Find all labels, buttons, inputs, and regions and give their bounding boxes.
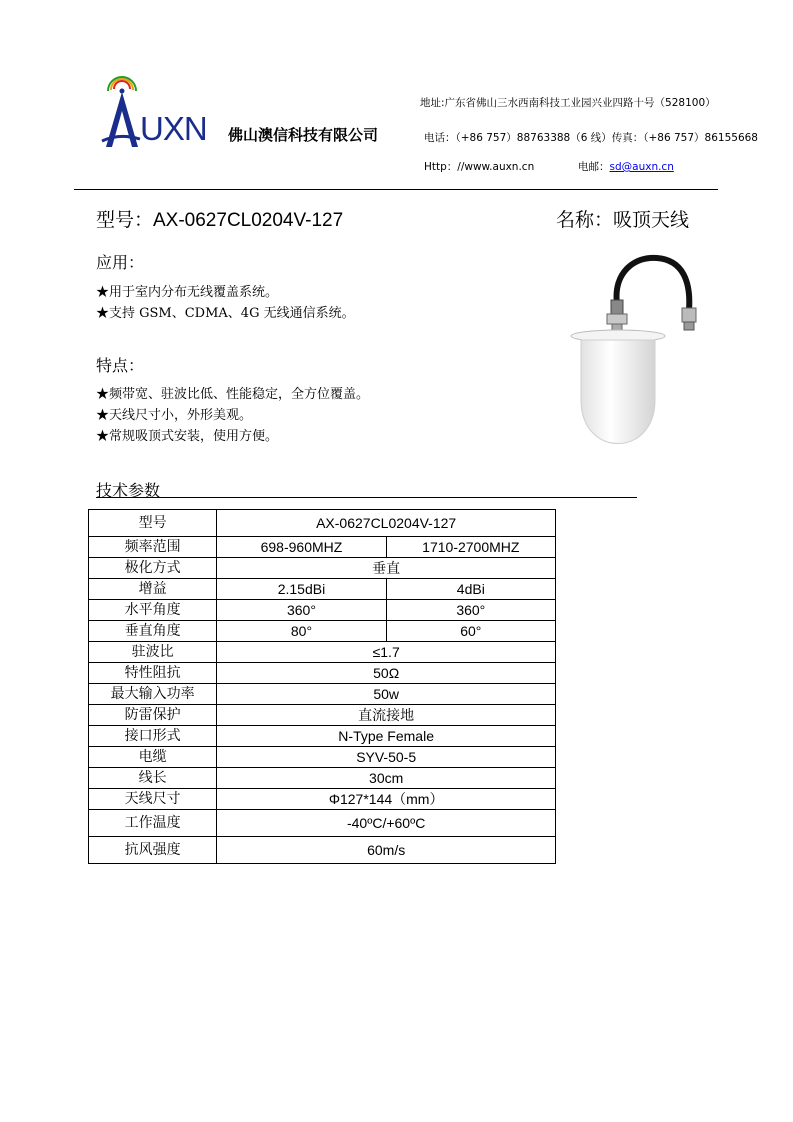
header-divider <box>74 189 718 190</box>
spec-value: 4dBi <box>386 579 555 600</box>
antenna-product-image <box>565 252 725 457</box>
company-name: 佛山澳信科技有限公司 <box>228 126 379 144</box>
spec-value: SYV-50-5 <box>217 747 556 768</box>
application-title: 应用： <box>96 253 145 272</box>
spec-value: Φ127*144（mm） <box>217 789 556 810</box>
spec-value: 360° <box>386 600 555 621</box>
table-row <box>89 642 556 663</box>
table-row <box>89 579 556 600</box>
table-row <box>89 789 556 810</box>
spec-value: 60° <box>386 621 555 642</box>
spec-value: 60m/s <box>217 837 556 864</box>
spec-label: 驻波比 <box>89 642 217 663</box>
spec-value: 垂直 <box>217 558 556 579</box>
table-row <box>89 837 556 864</box>
spec-value: 50w <box>217 684 556 705</box>
spec-value: ≤1.7 <box>217 642 556 663</box>
spec-label: 增益 <box>89 579 217 600</box>
email-label: 电邮： <box>578 161 610 173</box>
email-link[interactable]: sd@auxn.cn <box>609 161 674 173</box>
product-name: 名称：吸顶天线 <box>556 210 690 231</box>
company-email-line <box>578 159 674 174</box>
spec-label: 水平角度 <box>89 600 217 621</box>
spec-label: 接口形式 <box>89 726 217 747</box>
spec-value: 698-960MHZ <box>217 537 386 558</box>
table-row <box>89 663 556 684</box>
table-row <box>89 510 556 537</box>
table-row <box>89 537 556 558</box>
table-row <box>89 705 556 726</box>
list-item: ★支持 GSM、CDMA、4G 无线通信系统。 <box>96 306 355 321</box>
spec-label: 极化方式 <box>89 558 217 579</box>
spec-label: 型号 <box>89 510 217 537</box>
company-address: 地址:广东省佛山三水西南科技工业园兴业四路十号（528100） <box>420 97 716 109</box>
spec-value: 30cm <box>217 768 556 789</box>
spec-value: 360° <box>217 600 386 621</box>
logo-wordmark <box>140 110 207 148</box>
table-row <box>89 600 556 621</box>
company-phone-fax: 电话：（+86 757）88763388（6 线）传真：（+86 757）86155668 <box>424 132 758 144</box>
spec-value: AX-0627CL0204V-127 <box>217 510 556 537</box>
spec-label: 线长 <box>89 768 217 789</box>
spec-label: 工作温度 <box>89 810 217 837</box>
table-row <box>89 621 556 642</box>
logo-text: UXN <box>140 110 207 147</box>
table-row <box>89 726 556 747</box>
spec-value: 直流接地 <box>217 705 556 726</box>
company-website[interactable]: Http：//www.auxn.cn <box>424 161 535 173</box>
spec-label: 频率范围 <box>89 537 217 558</box>
spec-title-underline <box>96 497 637 498</box>
spec-label: 垂直角度 <box>89 621 217 642</box>
spec-table <box>88 509 556 864</box>
table-row <box>89 768 556 789</box>
spec-label: 抗风强度 <box>89 837 217 864</box>
spec-label: 电缆 <box>89 747 217 768</box>
table-row <box>89 747 556 768</box>
spec-value: N-Type Female <box>217 726 556 747</box>
table-row <box>89 558 556 579</box>
features-list <box>96 384 369 447</box>
spec-value: 50Ω <box>217 663 556 684</box>
spec-value: -40ºC/+60ºC <box>217 810 556 837</box>
spec-label: 防雷保护 <box>89 705 217 726</box>
spec-title: 技术参数 <box>96 481 161 500</box>
features-title: 特点： <box>96 356 145 375</box>
spec-value: 2.15dBi <box>217 579 386 600</box>
spec-label: 最大输入功率 <box>89 684 217 705</box>
list-item: ★用于室内分布无线覆盖系统。 <box>96 285 279 300</box>
spec-value: 1710-2700MHZ <box>386 537 555 558</box>
list-item: ★频带宽、驻波比低、性能稳定，全方位覆盖。 <box>96 387 370 402</box>
spec-value: 80° <box>217 621 386 642</box>
application-list <box>96 282 355 324</box>
list-item: ★常规吸顶式安装，使用方便。 <box>96 429 279 444</box>
table-row <box>89 684 556 705</box>
spec-label: 特性阻抗 <box>89 663 217 684</box>
product-model: 型号：AX-0627CL0204V-127 <box>96 210 344 231</box>
table-row <box>89 810 556 837</box>
spec-label: 天线尺寸 <box>89 789 217 810</box>
list-item: ★天线尺寸小，外形美观。 <box>96 408 253 423</box>
